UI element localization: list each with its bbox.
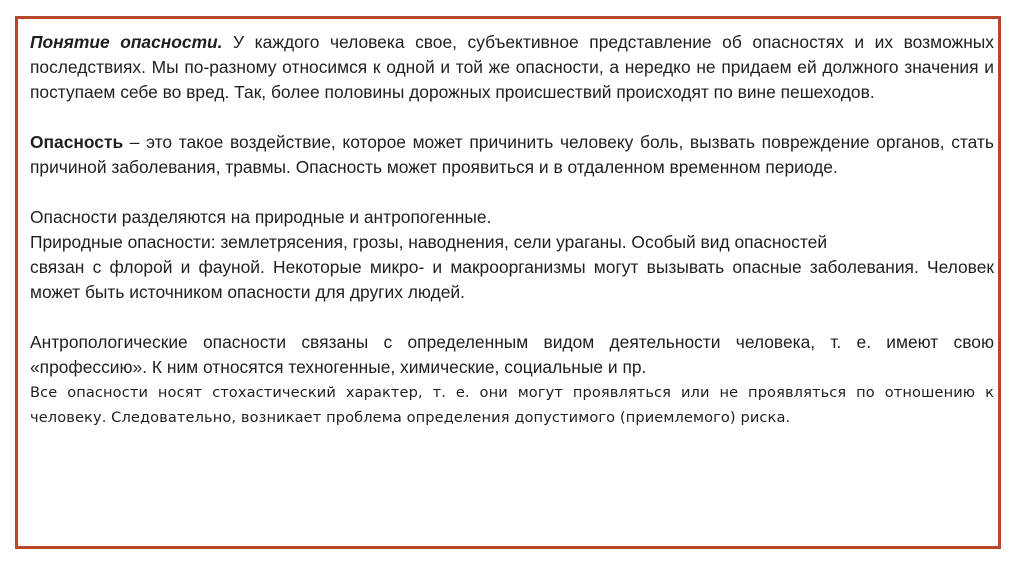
natural-dangers-line: Природные опасности: землетрясения, грозы, наводнения, сели ураганы. Особый вид опасностей [30, 232, 828, 252]
paragraph-danger-concept [30, 30, 994, 105]
term-danger-concept: Понятие опасности. [30, 32, 223, 52]
flora-fauna-line: связан с флорой и фауной. Некоторые микро- и макроорганизмы могут вызывать опасные заболевания. Человек может быть источником опасности для других людей. [30, 257, 994, 302]
stochastic-dangers-paragraph: Все опасности носят стохастический характер, т. е. они могут проявляться или не проявляться по отношению к человеку. Следовательно, возникает проблема определения допустимого (приемлемого) риска. [30, 384, 994, 426]
danger-concept-text: У каждого человека свое, субъективное представление об опасностях и их возможных последствиях. Мы по-разному относимся к одной и той же опасности, а нередко не придаем ей должного значения и поступаем себе во вред. Так, более половины дорожных происшествий происходят по вине пешеходов. [30, 32, 994, 102]
danger-classification-line: Опасности разделяются на природные и антропогенные. [30, 207, 492, 227]
danger-definition-text: – это такое воздействие, которое может причинить человеку боль, вызвать повреждение органов, стать причиной заболевания, травмы. Опасность может проявиться и в отдаленном временном периоде. [30, 132, 994, 177]
anthropological-dangers-paragraph: Антропологические опасности связаны с определенным видом деятельности человека, т. е. имеют свою «профессию». К ним относятся техногенные, химические, социальные и пр. [30, 332, 994, 377]
paragraph-danger-definition [30, 130, 994, 180]
slide-content [30, 30, 994, 430]
term-danger: Опасность [30, 132, 124, 152]
